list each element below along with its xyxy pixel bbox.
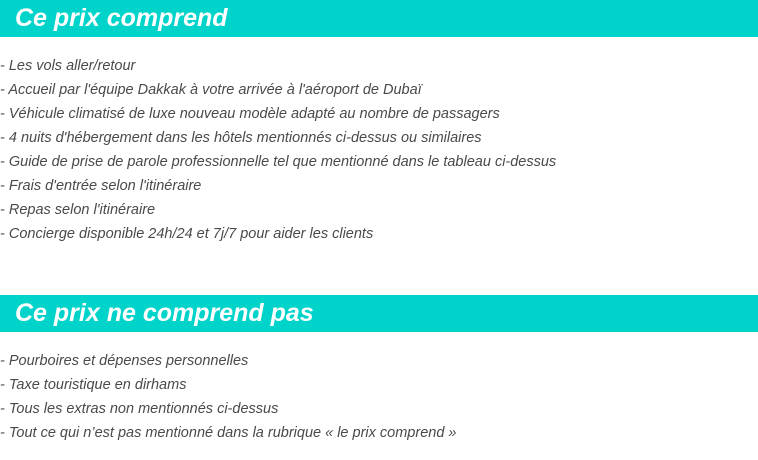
- excluded-item: - Tout ce qui n’est pas mentionné dans la rubrique « le prix comprend »: [0, 425, 457, 441]
- included-item: - Repas selon l'itinéraire: [0, 202, 156, 218]
- excluded-items-list: [0, 349, 456, 445]
- included-item: - Guide de prise de parole professionnelle tel que mentionné dans le tableau ci-dessus: [0, 154, 557, 170]
- included-item: - Frais d'entrée selon l'itinéraire: [0, 178, 202, 194]
- included-item: - Les vols aller/retour: [0, 58, 136, 74]
- excluded-item: - Tous les extras non mentionnés ci-dessus: [0, 401, 279, 417]
- included-section-title: Ce prix comprend: [0, 0, 758, 37]
- included-items-list: [0, 54, 556, 246]
- included-item: - Concierge disponible 24h/24 et 7j/7 pour aider les clients: [0, 226, 374, 242]
- included-item: - Accueil par l'équipe Dakkak à votre arrivée à l'aéroport de Dubaï: [0, 82, 422, 98]
- included-item: - Véhicule climatisé de luxe nouveau modèle adapté au nombre de passagers: [0, 106, 500, 122]
- excluded-item: - Pourboires et dépenses personnelles: [0, 353, 249, 369]
- excluded-section-title: Ce prix ne comprend pas: [0, 295, 758, 332]
- included-item: - 4 nuits d'hébergement dans les hôtels mentionnés ci-dessus ou similaires: [0, 130, 482, 146]
- excluded-item: - Taxe touristique en dirhams: [0, 377, 187, 393]
